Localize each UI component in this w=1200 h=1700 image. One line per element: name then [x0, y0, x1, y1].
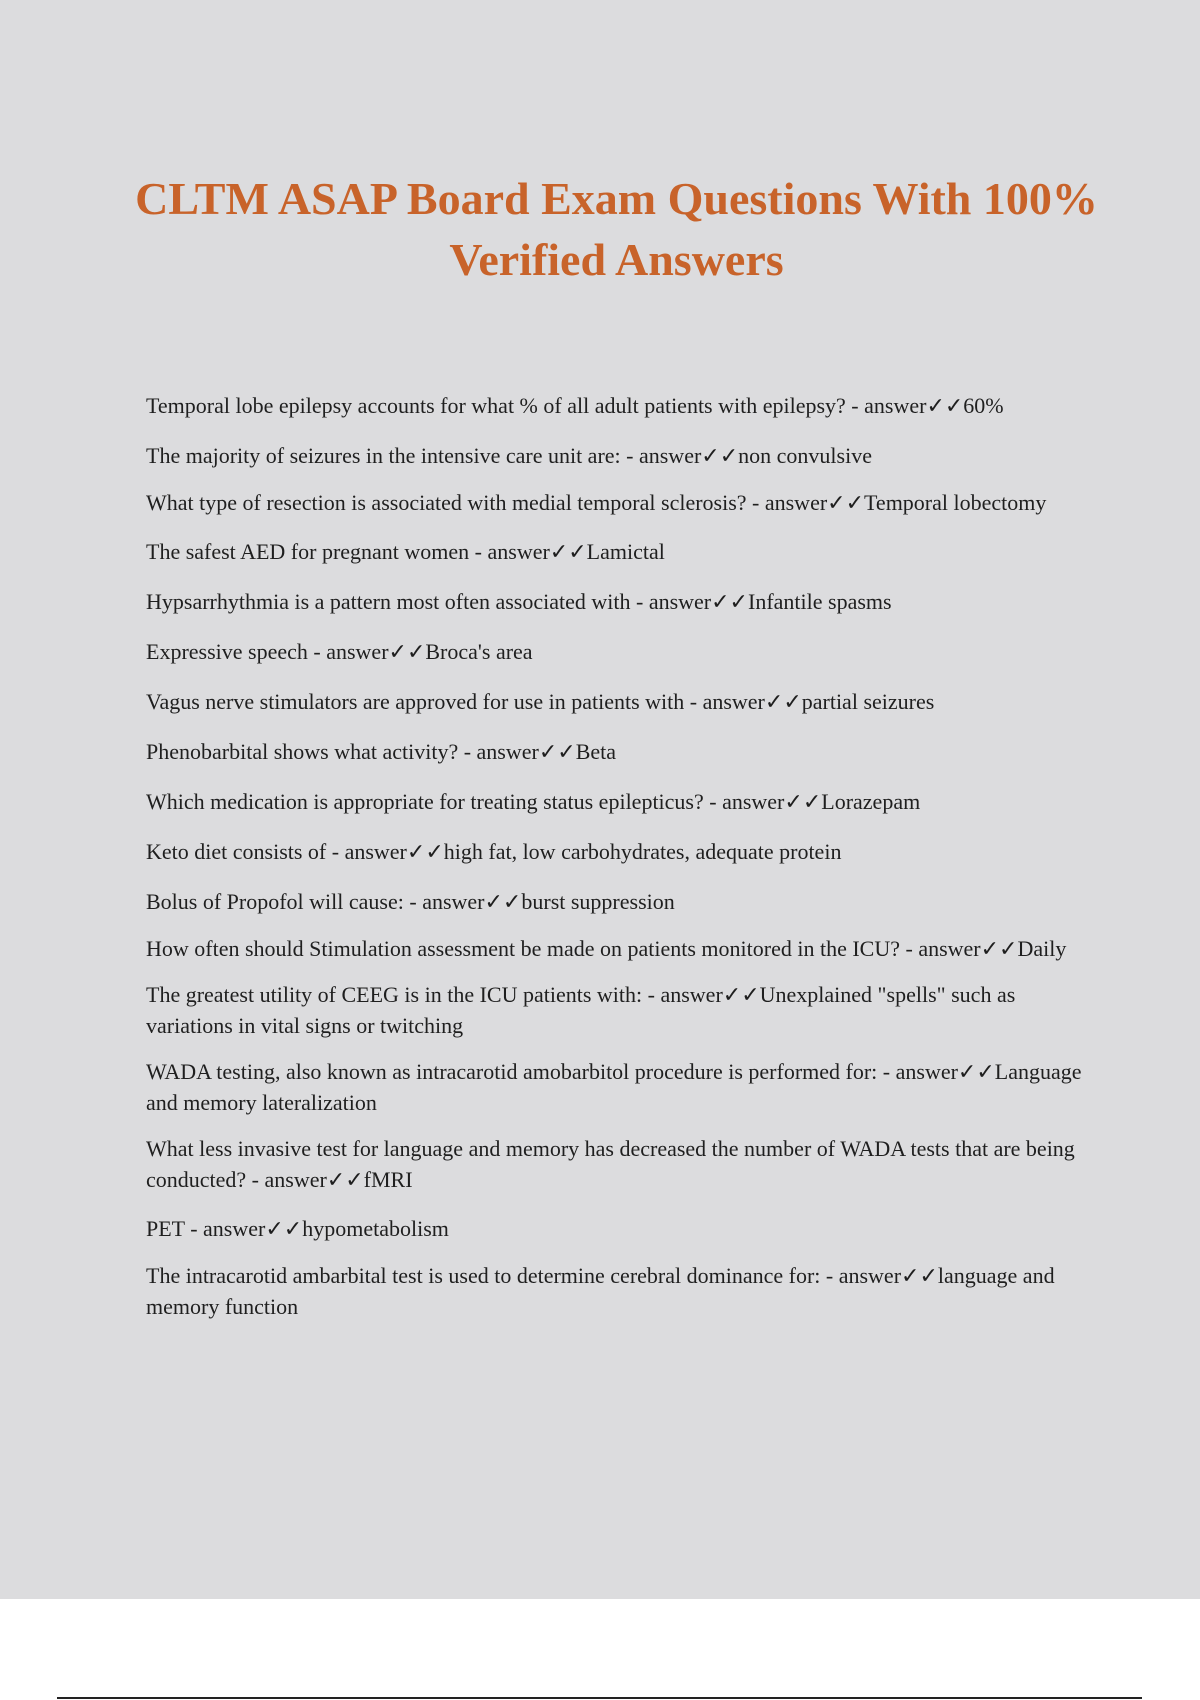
footer-divider [57, 1697, 1142, 1699]
qa-item: Phenobarbital shows what activity? - answer✓✓Beta [146, 739, 617, 764]
qa-item: Temporal lobe epilepsy accounts for what % of all adult patients with epilepsy? - answer✓✓60% [146, 393, 1004, 418]
qa-item: Expressive speech - answer✓✓Broca's area [146, 639, 533, 664]
qa-item: The safest AED for pregnant women - answer✓✓Lamictal [146, 539, 665, 564]
qa-item: WADA testing, also known as intracarotid amobarbitol procedure is performed for: - answer✓✓Language and memory lateralization [146, 1059, 1082, 1115]
qa-item: Vagus nerve stimulators are approved for use in patients with - answer✓✓partial seizures [146, 689, 935, 714]
qa-item: PET - answer✓✓hypometabolism [146, 1216, 449, 1241]
qa-item: Bolus of Propofol will cause: - answer✓✓burst suppression [146, 889, 675, 914]
question-answer-list [146, 390, 1092, 1340]
qa-item: What less invasive test for language and memory has decreased the number of WADA tests that are being conducted? - answer✓✓fMRI [146, 1136, 1075, 1192]
qa-item: How often should Stimulation assessment be made on patients monitored in the ICU? - answer✓✓Daily [146, 936, 1067, 961]
qa-item: What type of resection is associated with medial temporal sclerosis? - answer✓✓Temporal lobectomy [146, 490, 1047, 515]
qa-item: Hypsarrhythmia is a pattern most often associated with - answer✓✓Infantile spasms [146, 589, 892, 614]
qa-item: The greatest utility of CEEG is in the ICU patients with: - answer✓✓Unexplained "spells" such as variations in vital signs or twitching [146, 982, 1016, 1038]
qa-item: Keto diet consists of - answer✓✓high fat, low carbohydrates, adequate protein [146, 839, 842, 864]
qa-item: Which medication is appropriate for treating status epilepticus? - answer✓✓Lorazepam [146, 789, 921, 814]
document-title: CLTM ASAP Board Exam Questions With 100% Verified Answers [135, 173, 1098, 285]
qa-item: The majority of seizures in the intensive care unit are: - answer✓✓non convulsive [146, 443, 872, 468]
qa-item: The intracarotid ambarbital test is used to determine cerebral dominance for: - answer✓✓language and memory function [146, 1263, 1055, 1319]
